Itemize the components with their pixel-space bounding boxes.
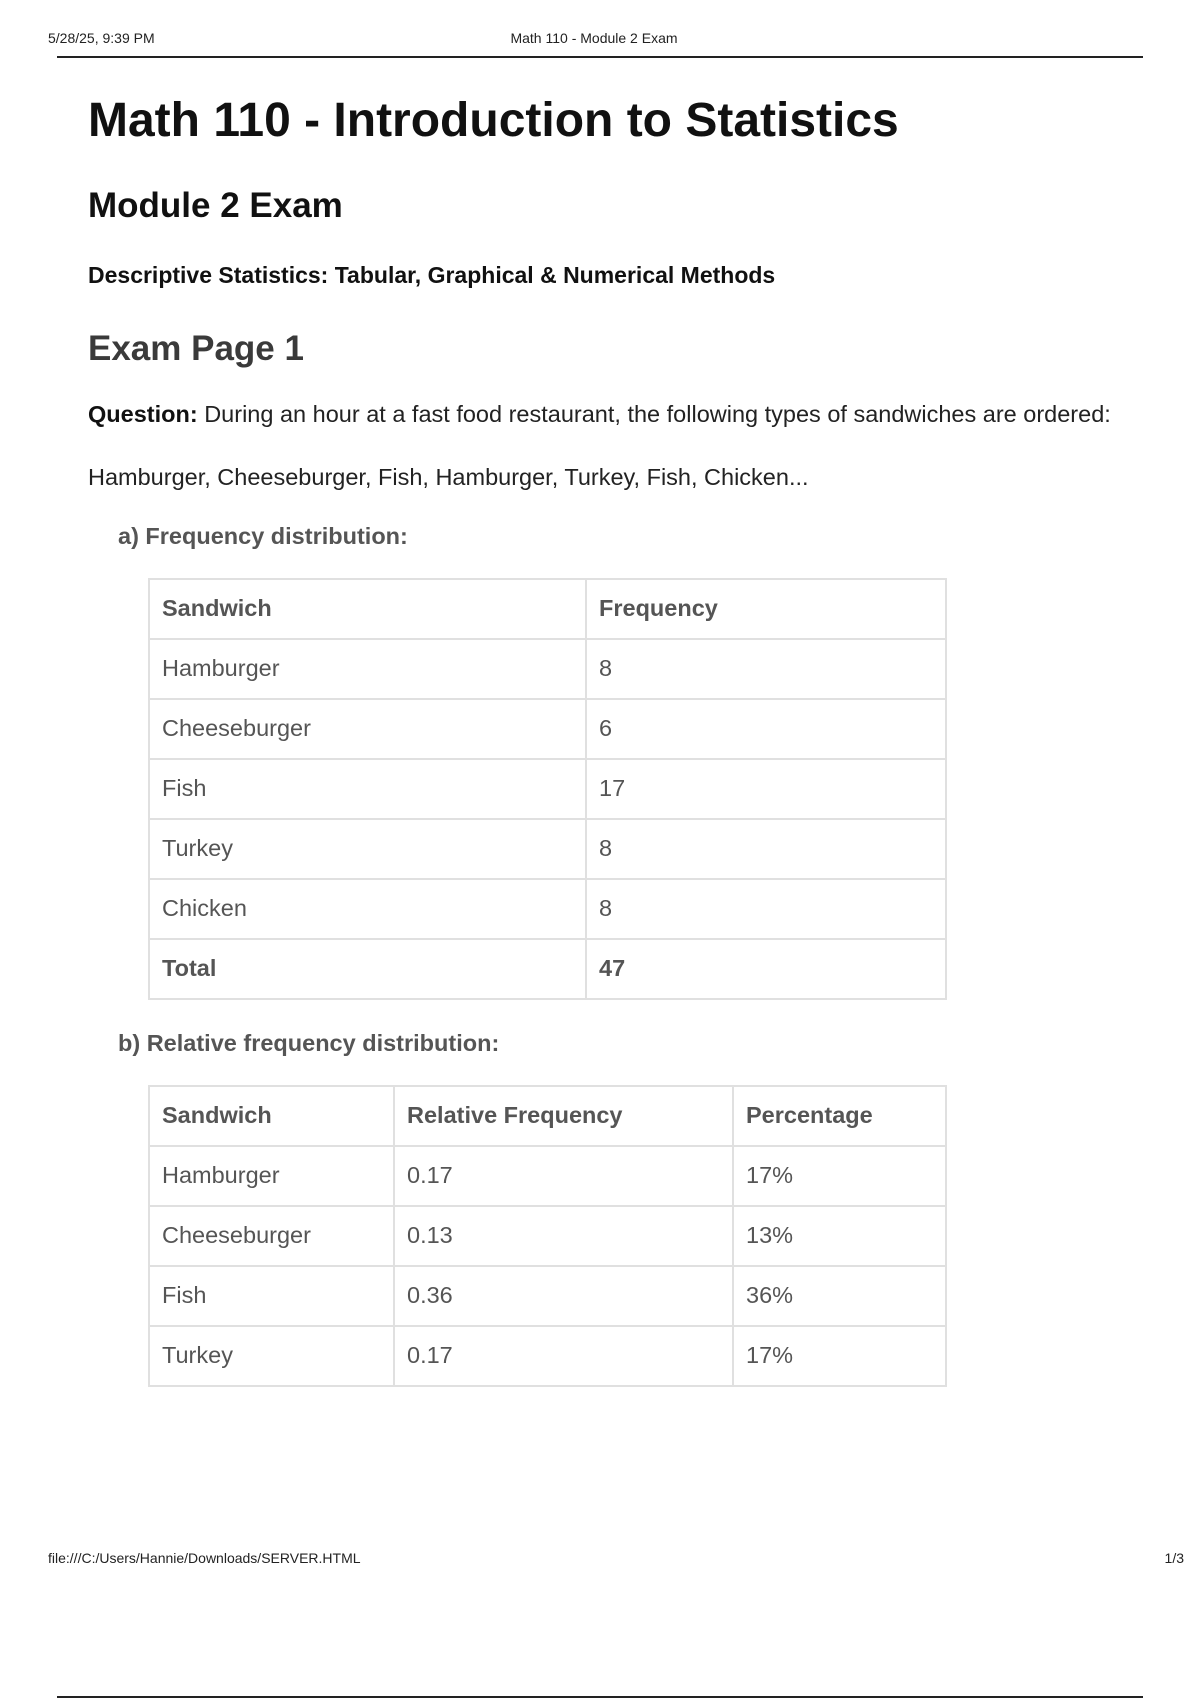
table-cell: 36% [733,1266,946,1326]
exam-page-heading: Exam Page 1 [88,328,304,368]
print-doc-title: Math 110 - Module 2 Exam [510,30,678,46]
table-cell: 0.36 [394,1266,733,1326]
table-total-row [149,939,946,999]
table-cell: 13% [733,1206,946,1266]
table-cell: 8 [586,639,946,699]
table-cell: 8 [586,879,946,939]
table-row [149,1326,946,1386]
table-cell: Fish [149,759,586,819]
table-header-row [149,579,946,639]
question-label: Question: [88,400,198,427]
table-header-cell: Percentage [733,1086,946,1146]
table-cell: Turkey [149,819,586,879]
header-divider [57,56,1143,58]
table-cell: Chicken [149,879,586,939]
table-row [149,759,946,819]
table-cell: 0.17 [394,1326,733,1386]
table-row [149,639,946,699]
table-cell: 0.17 [394,1146,733,1206]
question-text [88,401,1148,428]
table-cell: Turkey [149,1326,394,1386]
page-title: Math 110 - Introduction to Statistics [88,94,899,147]
exam-subtitle: Descriptive Statistics: Tabular, Graphical & Numerical Methods [88,261,776,288]
table-cell: 47 [586,939,946,999]
table-cell: 17% [733,1326,946,1386]
table-cell: 8 [586,819,946,879]
next-page-divider [57,1696,1143,1698]
print-header [48,30,1140,54]
part-b-heading: b) Relative frequency distribution: [118,1029,500,1056]
table-header-cell: Sandwich [149,579,586,639]
module-title: Module 2 Exam [88,185,343,225]
relative-frequency-table [148,1085,947,1387]
page-content [88,92,1148,1387]
table-row [149,1206,946,1266]
table-cell: Total [149,939,586,999]
table-header-cell: Relative Frequency [394,1086,733,1146]
table-header-cell: Frequency [586,579,946,639]
print-file-path: file:///C:/Users/Hannie/Downloads/SERVER.HTML [48,1550,361,1566]
table-row [149,879,946,939]
table-cell: 17% [733,1146,946,1206]
table-row [149,699,946,759]
table-cell: 17 [586,759,946,819]
table-row [149,819,946,879]
frequency-table [148,578,947,1000]
question-data-line: Hamburger, Cheeseburger, Fish, Hamburger, Turkey, Fish, Chicken... [88,463,809,490]
table-row [149,1266,946,1326]
part-a-heading: a) Frequency distribution: [118,522,408,549]
table-cell: Hamburger [149,1146,394,1206]
print-page-number: 1/3 [1164,1550,1184,1566]
print-date: 5/28/25, 9:39 PM [48,30,155,46]
table-row [149,1146,946,1206]
table-cell: Fish [149,1266,394,1326]
table-header-cell: Sandwich [149,1086,394,1146]
table-header-row [149,1086,946,1146]
table-cell: Cheeseburger [149,1206,394,1266]
table-cell: 6 [586,699,946,759]
question-body: During an hour at a fast food restaurant, the following types of sandwiches are ordered: [197,400,1111,427]
table-cell: Cheeseburger [149,699,586,759]
table-cell: 0.13 [394,1206,733,1266]
table-cell: Hamburger [149,639,586,699]
